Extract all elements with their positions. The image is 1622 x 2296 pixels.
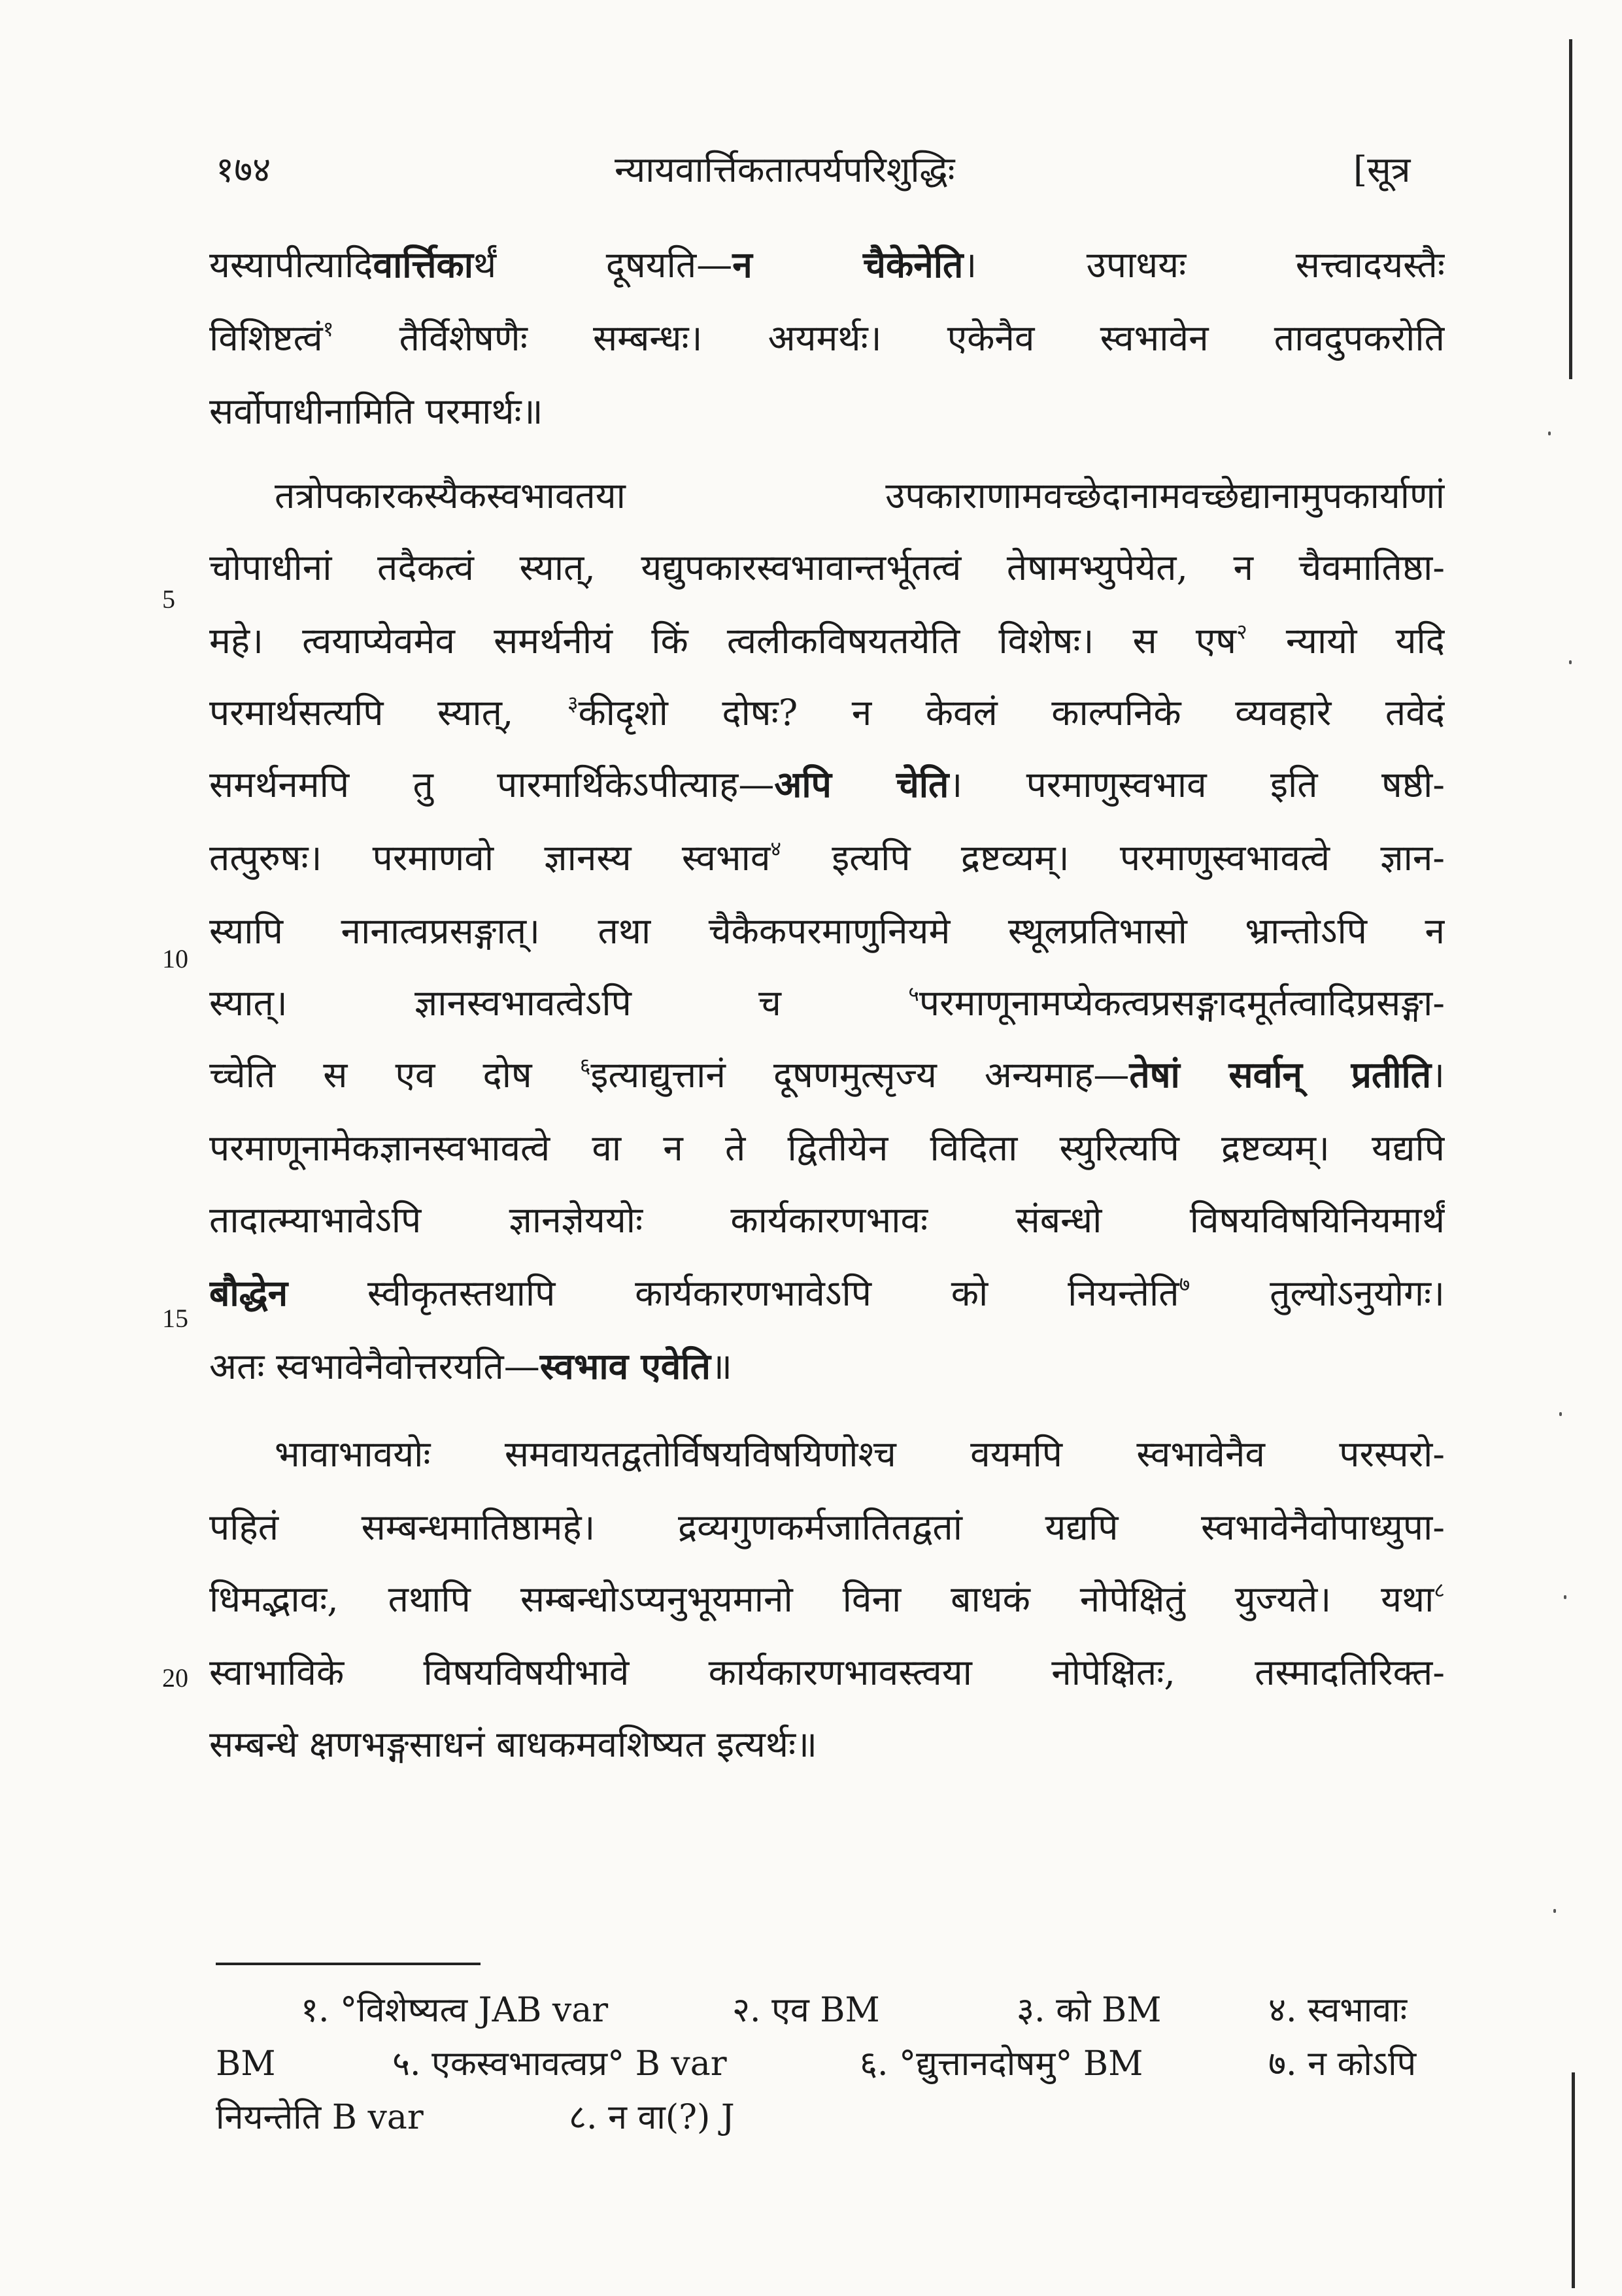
text-line xyxy=(209,1563,1445,1635)
footnote: ८. न वा(?) J xyxy=(569,2098,735,2137)
footnote-ref: ४ xyxy=(770,836,782,861)
scan-speck xyxy=(1569,660,1572,664)
footnote-ref: ३ xyxy=(567,691,579,716)
text-line xyxy=(209,677,1445,749)
footnote: २. एव BM xyxy=(732,1991,880,2030)
scan-speck xyxy=(1548,431,1551,435)
text-line xyxy=(209,1184,1445,1256)
text-run: इत्यपि द्रष्टव्यम्। परमाणुस्वभावत्वे ज्ञान- xyxy=(781,837,1445,879)
text-line xyxy=(209,967,1445,1039)
page-number: १७४ xyxy=(216,149,271,190)
text-run: कीदृशो दोषः? न केवलं काल्पनिके व्यवहारे तवेदं xyxy=(578,692,1445,734)
text-run: अतः स्वभावेनैवोत्तरयति— xyxy=(209,1345,540,1387)
footnote: नियन्तेति B var xyxy=(216,2098,424,2137)
text-line xyxy=(209,302,1445,374)
text-line xyxy=(209,1257,1445,1329)
bold-lemma: बौद्धेन xyxy=(209,1272,288,1314)
line-number: 5 xyxy=(162,584,175,614)
text-line xyxy=(209,822,1445,894)
text-line xyxy=(209,1708,1445,1780)
text-run: र्थं दूषयति— xyxy=(473,244,733,286)
text-line xyxy=(209,1491,1445,1563)
text-line xyxy=(209,460,1445,532)
footnote-ref: ८ xyxy=(1434,1578,1445,1602)
text-line xyxy=(209,375,1445,447)
footnote: ६. °द्युत्तानदोषमु° BM xyxy=(860,2044,1143,2084)
text-line xyxy=(209,532,1445,603)
text-run: तादात्म्याभावेऽपि ज्ञानज्ञेययोः कार्यकारणभावः संबन्धो विषयविषयिनियमार्थं xyxy=(209,1199,1445,1241)
text-run: तुल्योऽनुयोगः। xyxy=(1190,1272,1445,1314)
text-run: ॥ xyxy=(711,1345,732,1387)
text-run: । xyxy=(1431,1054,1445,1096)
text-run: स्वाभाविके विषयविषयीभावे कार्यकारणभावस्त्वया नोपेक्षितः, तस्मादतिरिक्त- xyxy=(209,1651,1445,1693)
footnote: ४. स्वभावाः xyxy=(1268,1991,1408,2030)
text-run: न्यायो यदि xyxy=(1247,620,1445,662)
footnote: BM xyxy=(216,2044,276,2084)
footnote-rule xyxy=(216,1963,481,1965)
text-run: तत्रोपकारकस्यैकस्वभावतया उपकाराणामवच्छेदानामवच्छेद्यानामुपकार्याणां xyxy=(275,475,1445,516)
text-run: इत्याद्युत्तानं दूषणमुत्सृज्य अन्यमाह— xyxy=(590,1054,1130,1096)
section-label: [सूत्र xyxy=(1353,149,1411,190)
scan-speck xyxy=(1559,1412,1562,1416)
bold-lemma: अपि चेति xyxy=(774,763,949,805)
scan-speck xyxy=(1553,1909,1556,1913)
footnote-ref: ७ xyxy=(1179,1272,1191,1296)
text-line xyxy=(209,1636,1445,1708)
line-number: 10 xyxy=(162,944,188,973)
text-run: । परमाणुस्वभाव इति षष्ठी- xyxy=(949,764,1445,805)
footnote-row xyxy=(216,2091,1445,2144)
text-run: यस्यापीत्यादि xyxy=(209,244,373,286)
text-line xyxy=(209,1039,1445,1111)
text-run: परमाणूनामेकज्ञानस्वभावत्वे वा न ते द्वितीयेन विदिता स्युरित्यपि द्रष्टव्यम्। यद्यपि xyxy=(209,1127,1445,1169)
text-run: सम्बन्धे क्षणभङ्गसाधनं बाधकमवशिष्यत इत्यर्थः॥ xyxy=(209,1723,818,1765)
text-run: स्यात्। ज्ञानस्वभावत्वेऽपि च xyxy=(209,982,909,1024)
text-run: स्वीकृतस्तथापि कार्यकारणभावेऽपि को नियन्तेति xyxy=(288,1272,1179,1314)
bold-lemma: न चैकेनेति xyxy=(732,243,964,286)
line-number: 15 xyxy=(162,1304,188,1333)
text-run: भावाभावयोः समवायतद्वतोर्विषयविषयिणोश्च वयमपि स्वभावेनैव परस्परो- xyxy=(275,1433,1445,1475)
footnote: ५. एकस्वभावत्वप्र° B var xyxy=(392,2044,727,2084)
text-run: स्यापि नानात्वप्रसङ्गात्। तथा चैकैकपरमाणुनियमे स्थूलप्रतिभासो भ्रान्तोऽपि न xyxy=(209,910,1445,952)
text-run: सर्वोपाधीनामिति परमार्थः॥ xyxy=(209,390,543,432)
footnote-row xyxy=(216,2038,1445,2090)
bold-lemma: स्वभाव एवेति xyxy=(539,1345,711,1387)
scan-edge-line xyxy=(1569,39,1572,379)
text-line xyxy=(209,605,1445,677)
footnote-ref: १ xyxy=(322,316,334,341)
footnote: ३. को BM xyxy=(1017,1991,1162,2030)
footnote: १. °विशेष्यत्व JAB var xyxy=(301,1991,609,2030)
bold-lemma: तेषां सर्वान् प्रतीति xyxy=(1129,1053,1432,1096)
running-title: न्यायवार्त्तिकतात्पर्यपरिशुद्धिः xyxy=(615,149,955,190)
text-line xyxy=(209,749,1445,820)
text-run: परमाणूनामप्येकत्वप्रसङ्गादमूर्तत्वादिप्रसङ्गा- xyxy=(919,982,1445,1024)
footnote: ७. न कोऽपि xyxy=(1268,2044,1417,2084)
text-run: समर्थनमपि तु पारमार्थिकेऽपीत्याह— xyxy=(209,764,775,805)
text-run: विशिष्टत्वं xyxy=(209,317,323,359)
footnote-ref: २ xyxy=(1236,619,1247,644)
footnote-row xyxy=(216,1984,1445,2036)
text-line xyxy=(209,1330,1445,1402)
footnote-ref: ५ xyxy=(908,981,919,1006)
footnote-ref: ६ xyxy=(579,1053,591,1078)
scan-edge-line xyxy=(1572,2072,1575,2288)
scan-speck xyxy=(1564,1595,1566,1599)
text-line xyxy=(209,1418,1445,1490)
text-run: तत्पुरुषः। परमाणवो ज्ञानस्य स्वभाव xyxy=(209,837,771,879)
text-line xyxy=(209,229,1445,301)
text-line xyxy=(209,1112,1445,1184)
line-number: 20 xyxy=(162,1663,188,1693)
text-run: चोपाधीनां तदैकत्वं स्यात्, यद्युपकारस्वभावान्तर्भूतत्वं तेषामभ्युपेयेत, न चैवमातिष्ठा- xyxy=(209,547,1445,588)
text-run: पहितं सम्बन्धमातिष्ठामहे। द्रव्यगुणकर्मजातितद्वतां यद्यपि स्वभावेनैवोपाध्युपा- xyxy=(209,1506,1445,1548)
text-run: धिमद्भावः, तथापि सम्बन्धोऽप्यनुभूयमानो विना बाधकं नोपेक्षितुं युज्यते। यथा xyxy=(209,1578,1434,1620)
text-run: च्चेति स एव दोष xyxy=(209,1054,580,1096)
text-run: महे। त्वयाप्येवमेव समर्थनीयं किं त्वलीकविषयतयेति विशेषः। स एष xyxy=(209,620,1237,662)
bold-lemma: वार्त्तिका xyxy=(373,243,474,286)
text-line xyxy=(209,895,1445,967)
text-run: परमार्थसत्यपि स्यात्, xyxy=(209,692,567,734)
text-run: । उपाधयः सत्त्वादयस्तैः xyxy=(963,244,1445,286)
text-run: तैर्विशेषणैः सम्बन्धः। अयमर्थः। एकेनैव स्वभावेन तावदुपकरोति xyxy=(333,317,1445,359)
